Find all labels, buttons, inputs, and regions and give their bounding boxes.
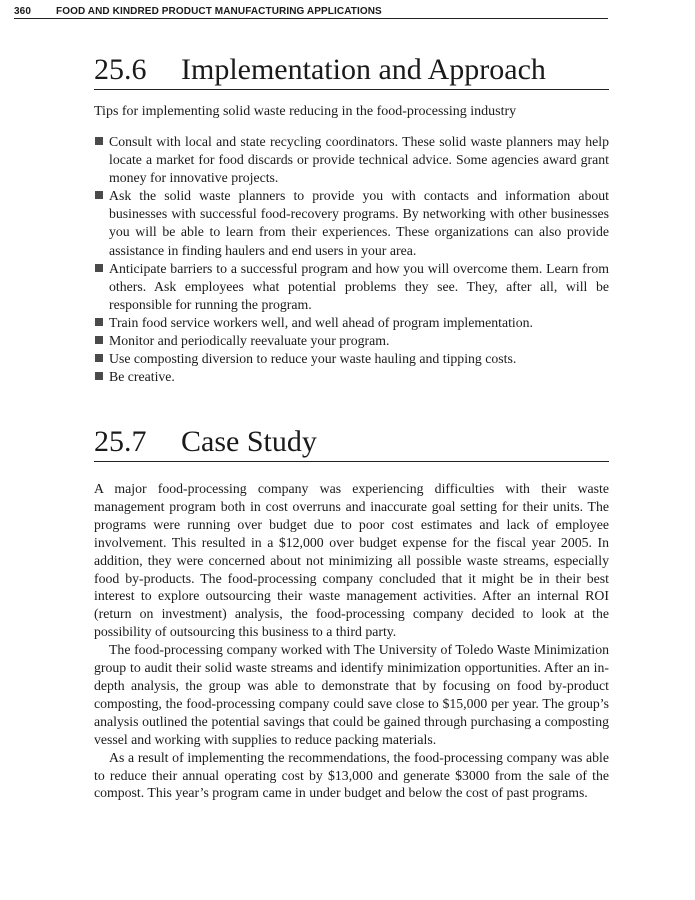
- list-item: Be creative.: [94, 368, 609, 386]
- section-number: 25.6: [94, 53, 147, 86]
- list-item: Monitor and periodically reevaluate your program.: [94, 332, 609, 350]
- list-item: Train food service workers well, and well ahead of program implementation.: [94, 314, 609, 332]
- section-number: 25.7: [94, 425, 147, 458]
- case-study-body: [94, 480, 609, 802]
- section-intro: Tips for implementing solid waste reducing in the food-processing industry: [94, 104, 517, 119]
- section-heading: [94, 424, 609, 462]
- list-item: Anticipate barriers to a successful program and how you will overcome them. Learn from others. Ask employees what potential problems they see. They, after all, will be responsible for running the program.: [94, 260, 609, 314]
- section-title: Implementation and Approach: [181, 53, 546, 86]
- section-25-6: [94, 52, 609, 386]
- running-header: [14, 5, 608, 19]
- paragraph: As a result of implementing the recommendations, the food-processing company was able to reduce their annual operating cost by $13,000 and generate $3000 from the sale of the compost. This year’s program came in under budget and below the cost of past programs.: [94, 749, 609, 801]
- tips-list: [94, 133, 609, 386]
- section-heading: [94, 52, 609, 90]
- list-item: Consult with local and state recycling coordinators. These solid waste planners may help locate a market for food discards or provide technical advice. Some agencies award grant money for innovative projects.: [94, 133, 609, 187]
- section-25-7: [94, 424, 609, 802]
- list-item: Use composting diversion to reduce your waste hauling and tipping costs.: [94, 350, 609, 368]
- section-title: Case Study: [181, 425, 317, 458]
- paragraph: A major food-processing company was experiencing difficulties with their waste management program both in cost overruns and inaccurate goal setting for their units. The programs were running over budget due to poor cost estimates and lack of employee involvement. This resulted in a $12,000 over budget expense for the fiscal year 2005. In addition, they were concerned about not minimizing all possible waste streams, especially food by-products. The food-processing company concluded that it might be in their best interest to explore outsourcing their waste management activities. After an internal ROI (return on investment) analysis, the food-processing company decided to look at the possibility of outsourcing this business to a third party.: [94, 481, 609, 640]
- list-item: Ask the solid waste planners to provide you with contacts and information about businesses with successful food-recovery programs. By networking with other businesses you will be able to learn from their experiences. These organizations can also provide assistance in finding haulers and end users in your area.: [94, 187, 609, 259]
- paragraph: The food-processing company worked with The University of Toledo Waste Minimization group to audit their solid waste streams and identify minimization opportunities. After an in-depth analysis, the group was able to demonstrate that by focusing on food by-product composting, the food-processing company could save close to $15,000 per year. The group’s analysis outlined the potential savings that could be gained through purchasing a composting vessel and working with supplies to reduce packing materials.: [94, 642, 609, 747]
- running-title: FOOD AND KINDRED PRODUCT MANUFACTURING APPLICATIONS: [56, 6, 382, 17]
- page-number: 360: [14, 6, 31, 17]
